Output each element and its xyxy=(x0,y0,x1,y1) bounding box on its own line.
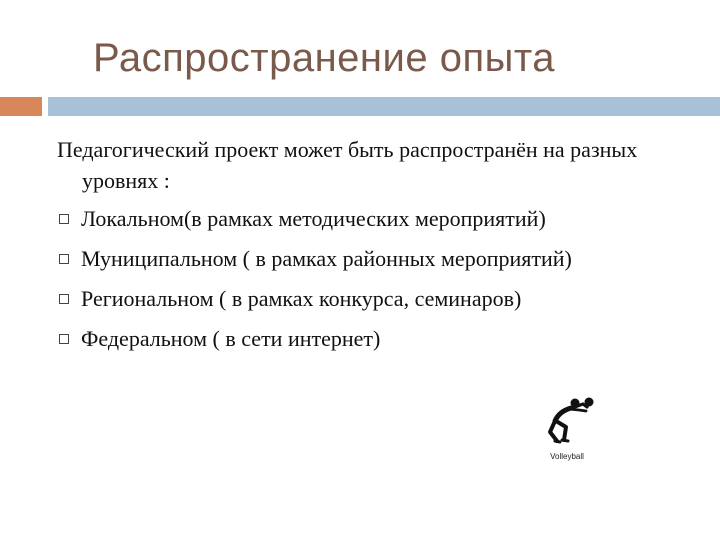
intro-text: Педагогический проект может быть распространён на разных уровнях : xyxy=(57,137,638,193)
slide-title: Распространение опыта xyxy=(93,36,555,80)
list-item-label: Локальном(в рамках методических мероприятий) xyxy=(81,206,546,231)
list-item-local xyxy=(57,203,697,234)
volleyball-player-icon xyxy=(531,394,603,446)
list-item-regional xyxy=(57,283,697,314)
square-bullet-icon xyxy=(59,334,69,344)
title-accent-bar xyxy=(0,97,42,116)
list-item-label: Региональном ( в рамках конкурса, семинаров) xyxy=(81,286,522,311)
levels-list xyxy=(57,203,697,354)
square-bullet-icon xyxy=(59,214,69,224)
pictogram-caption: Volleyball xyxy=(550,452,584,461)
list-item-label: Муниципальном ( в рамках районных мероприятий) xyxy=(81,246,572,271)
title-divider-bar xyxy=(48,97,720,116)
list-item-label: Федеральном ( в сети интернет) xyxy=(81,326,381,351)
volleyball-pictogram xyxy=(521,392,613,470)
list-item-federal xyxy=(57,323,697,354)
square-bullet-icon xyxy=(59,294,69,304)
slide-body xyxy=(57,134,697,363)
list-item-municipal xyxy=(57,243,697,274)
square-bullet-icon xyxy=(59,254,69,264)
